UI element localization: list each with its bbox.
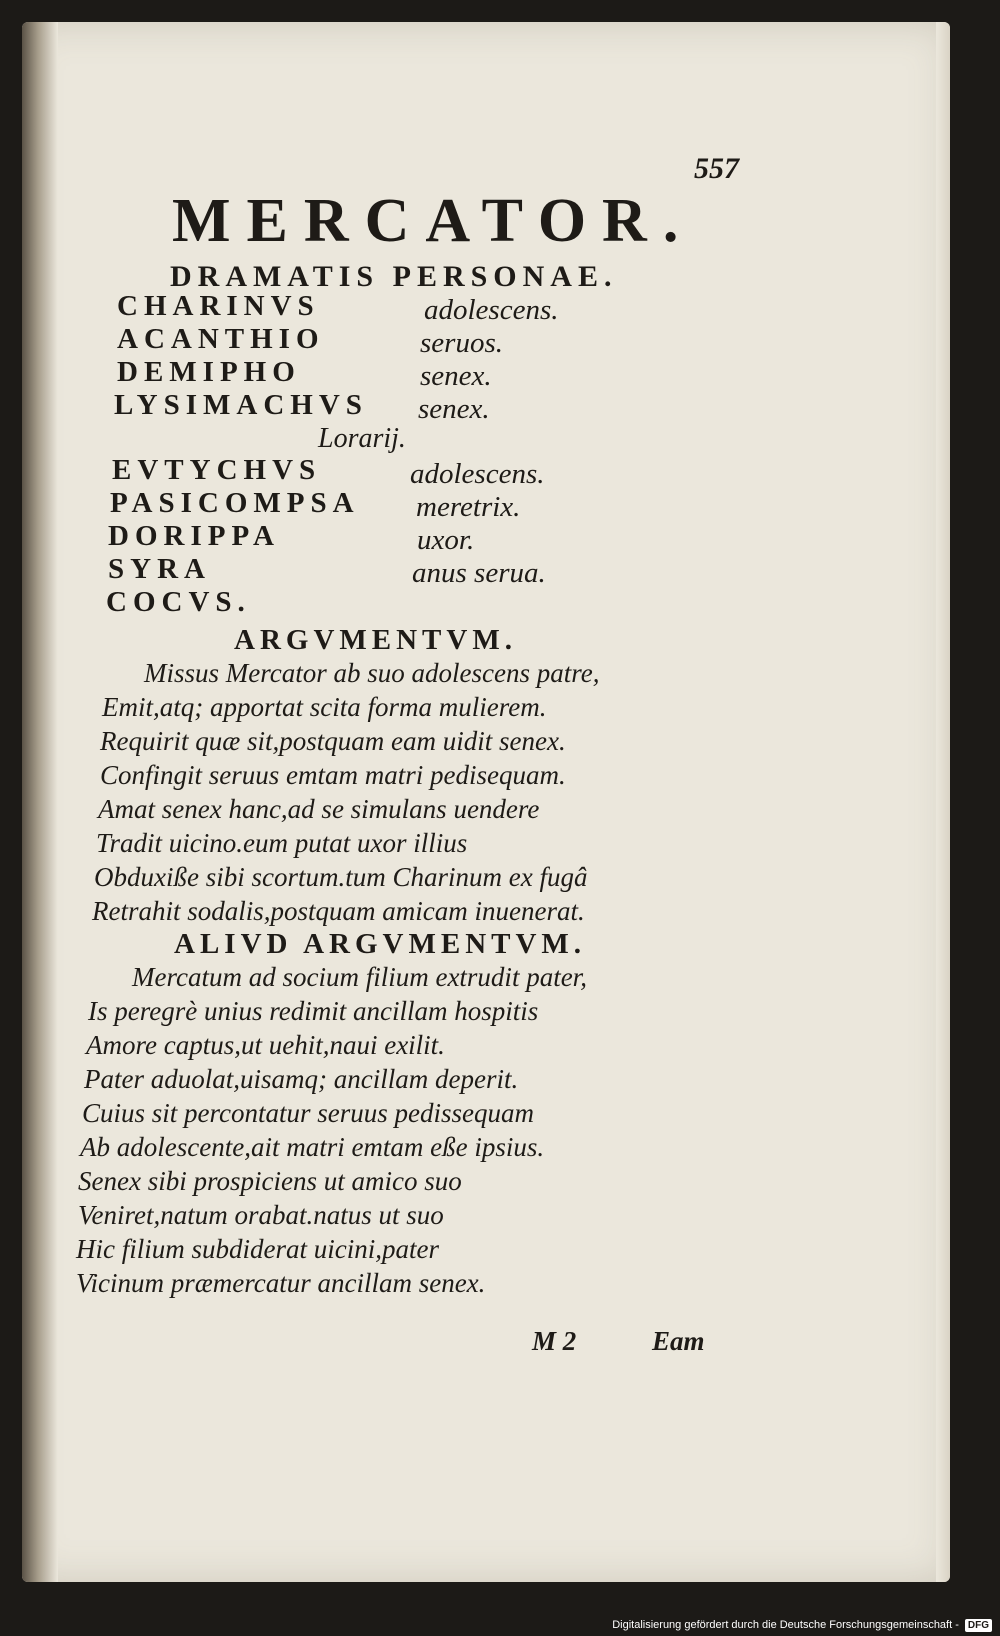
persona-role: senex. xyxy=(420,360,492,392)
verse-line: Retrahit sodalis,postquam amicam inuenerat. xyxy=(92,896,585,926)
persona-name: DEMIPHO xyxy=(117,356,301,388)
signature-mark: M 2 xyxy=(532,1326,577,1356)
verse-line: Emit,atq; apportat scita forma mulierem. xyxy=(102,692,547,722)
verse-line: Requirit quæ sit,postquam eam uidit senex. xyxy=(100,726,566,756)
lorarii-label: Lorarij. xyxy=(318,423,406,454)
persona-name: EVTYCHVS xyxy=(112,454,322,486)
dramatis-personae-heading: DRAMATIS PERSONAE. xyxy=(170,260,618,293)
persona-role: adolescens. xyxy=(424,294,559,326)
verse-line: Amore captus,ut uehit,naui exilit. xyxy=(86,1030,445,1060)
persona-role: meretrix. xyxy=(416,491,521,523)
verse-line: Missus Mercator ab suo adolescens patre, xyxy=(144,658,600,688)
dfg-logo: DFG xyxy=(965,1619,992,1632)
persona-name: CHARINVS xyxy=(117,290,320,322)
persona-role: seruos. xyxy=(420,327,503,359)
verse-line: Pater aduolat,uisamq; ancillam deperit. xyxy=(84,1064,519,1094)
persona-name: ACANTHIO xyxy=(117,323,325,355)
page-edge xyxy=(936,22,950,1582)
book-page xyxy=(22,22,950,1582)
verse-line: Veniret,natum orabat.natus ut suo xyxy=(78,1200,444,1230)
play-title: MERCATOR. xyxy=(172,187,695,255)
persona-name: LYSIMACHVS xyxy=(114,389,368,421)
verse-line: Amat senex hanc,ad se simulans uendere xyxy=(98,794,540,824)
verse-line: Is peregrè unius redimit ancillam hospitis xyxy=(88,996,539,1026)
persona-role: anus serua. xyxy=(412,557,546,589)
verse-line: Hic filium subdiderat uicini,pater xyxy=(76,1234,439,1264)
verse-line: Vicinum præmercatur ancillam senex. xyxy=(76,1268,486,1298)
persona-name: DORIPPA xyxy=(108,520,280,552)
catchword: Eam xyxy=(652,1326,705,1356)
verse-line: Ab adolescente,ait matri emtam eße ipsius. xyxy=(80,1132,545,1162)
folio-number: 557 xyxy=(694,152,739,185)
verse-line: Tradit uicino.eum putat uxor illius xyxy=(96,828,468,858)
persona-role: uxor. xyxy=(417,524,475,556)
persona-name: PASICOMPSA xyxy=(110,487,360,519)
persona-role: adolescens. xyxy=(410,458,545,490)
aliud-argumentum-heading: ALIVD ARGVMENTVM. xyxy=(174,928,587,960)
verse-line: Mercatum ad socium filium extrudit pater, xyxy=(132,962,587,992)
digitization-credit xyxy=(600,1616,992,1634)
persona-role: senex. xyxy=(418,393,490,425)
persona-name: COCVS. xyxy=(106,586,251,618)
verse-line: Confingit seruus emtam matri pedisequam. xyxy=(100,760,566,790)
verse-line: Senex sibi prospiciens ut amico suo xyxy=(78,1166,462,1196)
persona-name: SYRA xyxy=(108,553,211,585)
verse-line: Obduxiße sibi scortum.tum Charinum ex fugâ xyxy=(94,862,588,892)
argumentum-heading: ARGVMENTVM. xyxy=(234,624,517,656)
verse-line: Cuius sit percontatur seruus pedissequam xyxy=(82,1098,534,1128)
credit-text: Digitalisierung gefördert durch die Deutsche Forschungsgemeinschaft - xyxy=(612,1619,959,1631)
page-gutter-shadow xyxy=(22,22,58,1582)
